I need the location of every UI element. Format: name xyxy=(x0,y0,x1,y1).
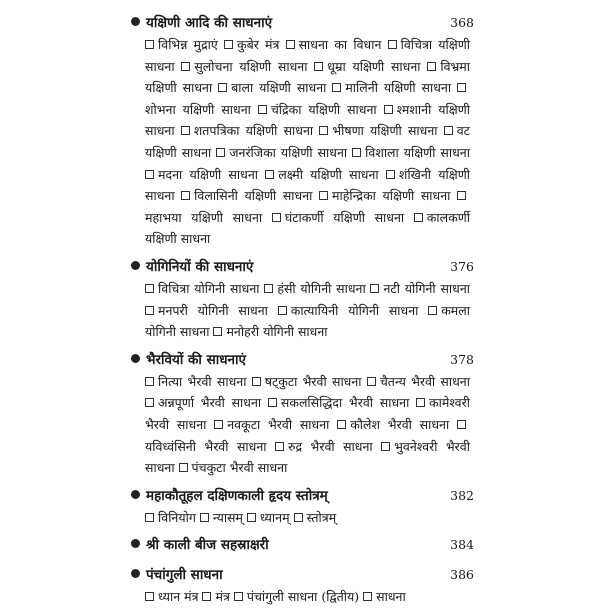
checkbox-square-icon xyxy=(384,105,393,114)
checkbox-square-icon xyxy=(444,126,453,135)
toc-item[interactable]: चंद्रिका यक्षिणी साधना xyxy=(270,101,377,117)
toc-item[interactable]: षट्कुटा भैरवी साधना xyxy=(264,373,362,389)
toc-item[interactable]: हंसी योगिनी साधना xyxy=(277,280,366,296)
toc-item[interactable]: विचित्रा योगिनी साधना xyxy=(158,280,260,296)
toc-item[interactable]: घंटाकर्णी यक्षिणी साधना xyxy=(284,209,405,225)
toc-section xyxy=(145,12,474,250)
checkbox-square-icon xyxy=(224,40,233,49)
checkbox-square-icon xyxy=(252,377,261,386)
toc-item[interactable]: वट यक्षिणी साधना xyxy=(145,123,470,160)
checkbox-square-icon xyxy=(294,513,303,522)
section-heading[interactable] xyxy=(131,534,474,556)
checkbox-square-icon xyxy=(337,420,346,429)
page-number: 376 xyxy=(450,258,474,274)
toc-item[interactable]: बाला यक्षिणी साधना xyxy=(231,80,327,96)
checkbox-square-icon xyxy=(275,442,284,451)
toc-item[interactable]: जनरंजिका यक्षिणी साधना xyxy=(229,144,348,160)
toc-item[interactable]: कौलेश भैरवी साधना xyxy=(350,416,450,432)
bullet-icon xyxy=(131,569,140,578)
checkbox-square-icon xyxy=(181,191,190,200)
toc-item[interactable]: विभिन्न मुद्राएं xyxy=(158,37,218,52)
toc-item[interactable]: विचित्रा यक्षिणी साधना xyxy=(145,37,471,74)
toc-item[interactable]: कात्यायिनी योगिनी साधना xyxy=(290,302,419,318)
toc-item[interactable]: मंत्र xyxy=(215,589,230,605)
checkbox-square-icon xyxy=(145,306,154,315)
toc-item[interactable]: पंचांगुली साधना (द्वितीय) xyxy=(246,589,360,605)
toc-item[interactable]: विनियोग xyxy=(158,509,196,525)
checkbox-square-icon xyxy=(181,62,190,71)
checkbox-square-icon xyxy=(381,442,390,451)
checkbox-square-icon xyxy=(457,191,466,200)
toc-item[interactable]: धूम्रा यक्षिणी साधना xyxy=(327,58,421,74)
toc-item[interactable]: शतपत्रिका यक्षिणी साधना xyxy=(193,123,314,139)
toc-section xyxy=(145,485,474,529)
bullet-icon xyxy=(131,17,140,26)
page-number: 386 xyxy=(450,567,474,583)
page-number: 378 xyxy=(450,351,474,367)
checkbox-square-icon xyxy=(457,420,466,429)
checkbox-square-icon xyxy=(265,170,274,179)
checkbox-square-icon xyxy=(367,377,376,386)
checkbox-square-icon xyxy=(247,513,256,522)
checkbox-square-icon xyxy=(332,83,341,92)
toc-item[interactable]: सुलोचना यक्षिणी साधना xyxy=(194,58,308,74)
toc-item[interactable]: अन्नपूर्णा भैरवी साधना xyxy=(158,395,262,411)
section-title: योगिनियों की साधनाएं xyxy=(146,258,254,275)
toc-item[interactable]: शंखिनी यक्षिणी साधना xyxy=(145,166,470,204)
checkbox-square-icon xyxy=(145,284,154,293)
toc-item[interactable]: विलासिनी यक्षिणी साधना xyxy=(194,188,313,204)
checkbox-square-icon xyxy=(278,306,287,315)
toc-item[interactable]: रुद्र भैरवी साधना xyxy=(287,438,373,454)
toc-item[interactable]: स्तोत्रम् xyxy=(306,509,337,525)
checkbox-square-icon xyxy=(264,284,273,293)
toc-item[interactable]: श्मशानी यक्षिणी साधना xyxy=(145,101,470,139)
section-heading[interactable] xyxy=(131,256,474,278)
checkbox-square-icon xyxy=(286,40,295,49)
toc-item[interactable]: ध्यानम् xyxy=(259,509,290,525)
checkbox-square-icon xyxy=(181,126,190,135)
section-heading[interactable] xyxy=(131,12,474,34)
toc-item[interactable]: चैतन्य भैरवी साधना xyxy=(379,373,470,389)
bullet-icon xyxy=(131,490,140,499)
section-items xyxy=(145,507,470,529)
section-title: भैरवियों की साधनाएं xyxy=(146,351,246,368)
checkbox-square-icon xyxy=(214,420,223,429)
toc-item[interactable]: ध्यान मंत्र xyxy=(158,589,199,605)
bullet-icon xyxy=(131,539,140,548)
toc-item[interactable]: मदना यक्षिणी साधना xyxy=(158,166,258,182)
toc-item[interactable]: विशाला यक्षिणी साधना xyxy=(365,144,470,160)
section-title: पंचांगुली साधना xyxy=(146,567,223,584)
toc-item[interactable]: कुबेर मंत्र xyxy=(236,37,280,52)
section-heading[interactable] xyxy=(131,564,474,586)
section-items xyxy=(145,371,470,479)
checkbox-square-icon xyxy=(416,398,425,407)
checkbox-square-icon xyxy=(272,213,281,222)
checkbox-square-icon xyxy=(428,306,437,315)
checkbox-square-icon xyxy=(388,40,397,49)
section-title: श्री काली बीज सहस्राक्षरी xyxy=(146,537,269,554)
checkbox-square-icon xyxy=(319,126,328,135)
toc-item[interactable]: शोभना यक्षिणी साधना xyxy=(145,101,251,117)
toc-item[interactable]: महाभया यक्षिणी साधना xyxy=(145,209,263,225)
checkbox-square-icon xyxy=(145,377,154,386)
toc-item[interactable]: कमला योगिनी साधना xyxy=(145,302,470,340)
toc-section xyxy=(145,534,474,564)
checkbox-square-icon xyxy=(145,513,154,522)
toc-item[interactable]: मालिनी यक्षिणी साधना xyxy=(345,80,452,96)
toc-item[interactable]: भुवनेश्वरी भैरवी साधना xyxy=(145,438,470,476)
toc-item[interactable]: नवकूटा भैरवी साधना xyxy=(227,416,330,432)
toc-item[interactable]: कामेश्वरी भैरवी साधना xyxy=(145,395,470,432)
checkbox-square-icon xyxy=(414,213,423,222)
checkbox-square-icon xyxy=(457,83,466,92)
checkbox-square-icon xyxy=(314,62,323,71)
bullet-icon xyxy=(131,354,140,363)
section-title: महाकौतूहल दक्षिणकाली हृदय स्तोत्रम् xyxy=(146,487,328,504)
toc-item[interactable]: भीषणा यक्षिणी साधना xyxy=(332,123,438,139)
toc-item[interactable]: पंचकुटा भैरवी साधना xyxy=(191,460,288,476)
checkbox-square-icon xyxy=(386,170,395,179)
checkbox-square-icon xyxy=(179,463,188,472)
toc-item[interactable]: नित्या भैरवी साधना xyxy=(158,373,247,389)
checkbox-square-icon xyxy=(319,191,328,200)
checkbox-square-icon xyxy=(427,62,436,71)
toc-item[interactable]: लक्ष्मी यक्षिणी साधना xyxy=(278,166,379,182)
section-items xyxy=(145,34,470,250)
page-number: 368 xyxy=(450,15,474,30)
toc-item[interactable]: माहेन्द्रिका यक्षिणी साधना xyxy=(331,188,451,204)
toc-item[interactable]: न्यासम् xyxy=(212,509,243,525)
checkbox-square-icon xyxy=(268,398,277,407)
checkbox-square-icon xyxy=(145,398,154,407)
checkbox-square-icon xyxy=(258,105,267,114)
section-items xyxy=(145,278,470,343)
checkbox-square-icon xyxy=(218,83,227,92)
toc-item[interactable]: सकलसिद्धिदा भैरवी साधना xyxy=(280,395,410,411)
checkbox-square-icon xyxy=(370,284,379,293)
toc-item[interactable]: नटी योगिनी साधना xyxy=(383,280,470,296)
section-heading[interactable] xyxy=(131,485,474,507)
toc-item[interactable]: साधना का विधान xyxy=(298,37,382,52)
toc-section xyxy=(145,564,474,608)
section-items xyxy=(145,586,470,608)
toc-item[interactable]: यविध्वंसिनी भैरवी साधना xyxy=(145,438,267,454)
checkbox-square-icon xyxy=(145,40,154,49)
checkbox-square-icon xyxy=(213,327,222,336)
toc-item[interactable]: मनपरी योगिनी साधना xyxy=(158,302,268,318)
page-number: 382 xyxy=(450,487,474,503)
toc-section xyxy=(145,256,474,343)
page-number: 384 xyxy=(450,537,474,553)
checkbox-square-icon xyxy=(352,148,361,157)
checkbox-square-icon xyxy=(145,170,154,179)
section-title: यक्षिणी आदि की साधनाएं xyxy=(146,15,273,31)
toc-section xyxy=(145,349,474,479)
section-heading[interactable] xyxy=(131,349,474,371)
toc-item[interactable]: साधना xyxy=(376,589,406,605)
checkbox-square-icon xyxy=(200,513,209,522)
toc-item[interactable]: मनोहरी योगिनी साधना xyxy=(226,324,328,340)
bullet-icon xyxy=(131,261,140,270)
toc-item[interactable]: विभ्रमा यक्षिणी साधना xyxy=(145,58,471,96)
toc-item[interactable]: कालकर्णी यक्षिणी साधना xyxy=(145,209,470,247)
checkbox-square-icon xyxy=(216,148,225,157)
